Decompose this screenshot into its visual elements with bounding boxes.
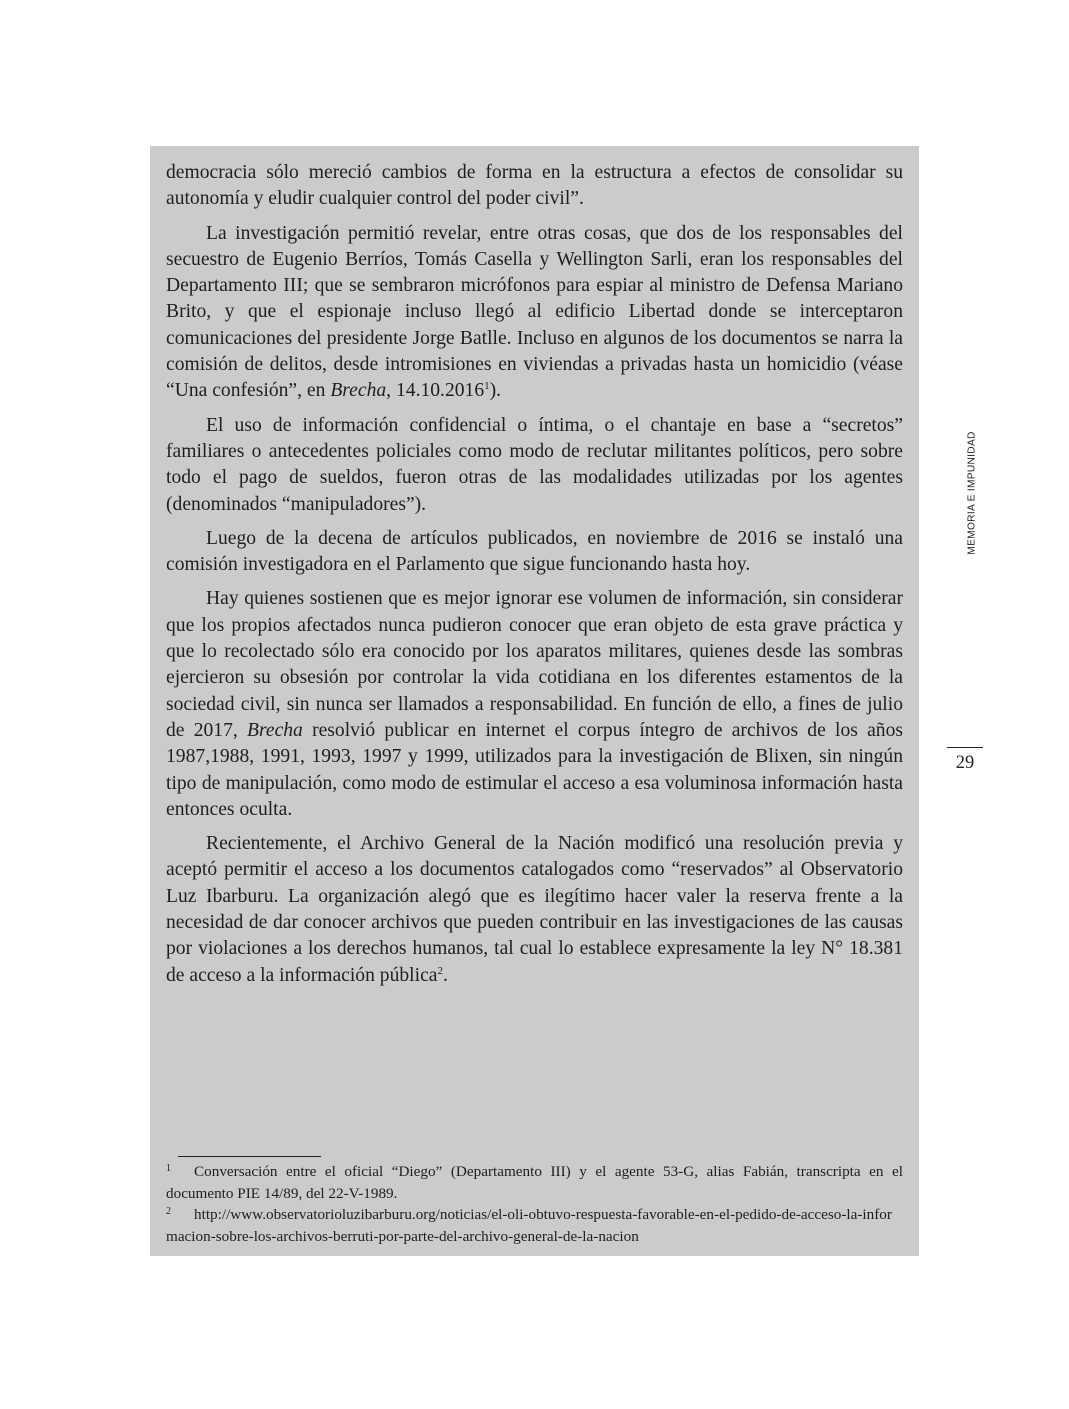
- brecha-italic: Brecha: [330, 380, 387, 402]
- paragraph-6-text-a: Recientemente, el Archivo General de la Nación modificó una resolución previa y aceptó permitir el acceso a los documentos catalogados como “reservados” al Observatorio Luz Ibarburu. La organización alegó que es ilegítimo hacer valer la reserva frente a la necesidad de dar conocer archivos que pueden contribuir en las investigaciones de las causas por violaciones a los derechos humanos, tal cual lo establece expresamente la ley N° 18.381 de acceso a la información pública: [166, 833, 903, 986]
- page-number-rule: [947, 747, 983, 748]
- paragraph-5-text-a: Hay quienes sostienen que es mejor ignorar ese volumen de información, sin considerar que los propios afectados nunca pudieron conocer que eran objeto de esta grave práctica y que lo recolectado sólo era conocido por los aparatos militares, quienes desde las sombras ejercieron su obsesión por controlar la vida cotidiana en los diferentes estamentos de la sociedad civil, sin nunca ser llamados a responsabilidad. En función de ello, a fines de julio de 2017,: [166, 588, 903, 741]
- paragraph-2-text-c: ).: [489, 380, 502, 402]
- running-head: [966, 418, 978, 568]
- brecha-italic: Brecha: [247, 719, 303, 741]
- footnote-2: 2 http://www.observatorioluzibarburu.org/noticias/el-oli-obtuvo-respuesta-favorable-en-el-pedido-de-acceso-la-informacion-sobre-los-archivos-berruti-por-parte-del-archivo-general-de-la-nacion: [166, 1206, 892, 1245]
- paragraph-3-text: El uso de información confidencial o íntima, o el chantaje en base a “secretos” familiares o antecedentes policiales como modo de reclutar militantes políticos, pero sobre todo el pago de sueldos, fueron otras de las modalidades utilizadas por los agentes (denominados “manipuladores”).: [166, 414, 903, 515]
- paragraph-3: [166, 413, 903, 518]
- main-text: [166, 160, 903, 997]
- paragraph-5: [166, 586, 903, 823]
- footnote-2-url[interactable]: http://www.observatorioluzibarburu.org/noticias/el-oli-obtuvo-respuesta-favorable-en-el-pedido-de-acceso-la-informacion-sobre-los-archivos-berruti-por-parte-del-archivo-general-de-la-nacion: [166, 1206, 892, 1245]
- paragraph-4: [166, 526, 903, 579]
- paragraph-2-text-a: La investigación permitió revelar, entre otras cosas, que dos de los responsables del secuestro de Eugenio Berríos, Tomás Casella y Wellington Sarli, eran los responsables del Departamento III; que se sembraron micrófonos para espiar al ministro de Defensa Mariano Brito, y que el espionaje incluso llegó al edificio Libertad donde se interceptaron comunicaciones del presidente Jorge Batlle. Incluso en algunos de los documentos se narra la comisión de delitos, desde intromisiones en viviendas a privadas hasta un homicidio (véase “Una confesión”, en: [166, 222, 903, 402]
- footnote-1: 1 Conversación entre el oficial “Diego” (Departamento III) y el agente 53-G, alias Fabián, transcripta en el documento PIE 14/89, del 22-V-1989.: [166, 1163, 903, 1202]
- footnotes: [166, 1161, 903, 1247]
- paragraph-4-text: Luego de la decena de artículos publicados, en noviembre de 2016 se instaló una comisión investigadora en el Parlamento que sigue funcionando hasta hoy.: [166, 527, 903, 576]
- running-head-label: MEMORIA E IMPUNIDAD: [966, 431, 978, 555]
- paragraph-1: [166, 160, 903, 213]
- paragraph-6-text-b: .: [442, 964, 448, 986]
- paragraph-6: [166, 831, 903, 989]
- footnote-ref-1: 1: [484, 380, 490, 393]
- footnote-1-text: Conversación entre el oficial “Diego” (Departamento III) y el agente 53-G, alias Fabián, transcripta en el documento PIE 14/89, del 22-V-1989.: [166, 1163, 903, 1202]
- footnote-divider: [178, 1156, 321, 1157]
- paragraph-5-text-b: resolvió publicar en internet el corpus íntegro de archivos de los años 1987,1988, 1991, 1993, 1997 y 1999, utilizados para la investigación de Blixen, sin ningún tipo de manipulación, como modo de estimular el acceso a esa voluminosa información hasta entonces oculta.: [166, 719, 903, 820]
- paragraph-1-text: democracia sólo mereció cambios de forma en la estructura a efectos de consolidar su autonomía y eludir cualquier control del poder civil”.: [166, 162, 903, 210]
- page-number: 29: [955, 753, 975, 773]
- paragraph-2: [166, 221, 903, 405]
- footnote-ref-2: 2: [437, 964, 443, 977]
- paragraph-2-text-b: , 14.10.2016: [386, 380, 485, 402]
